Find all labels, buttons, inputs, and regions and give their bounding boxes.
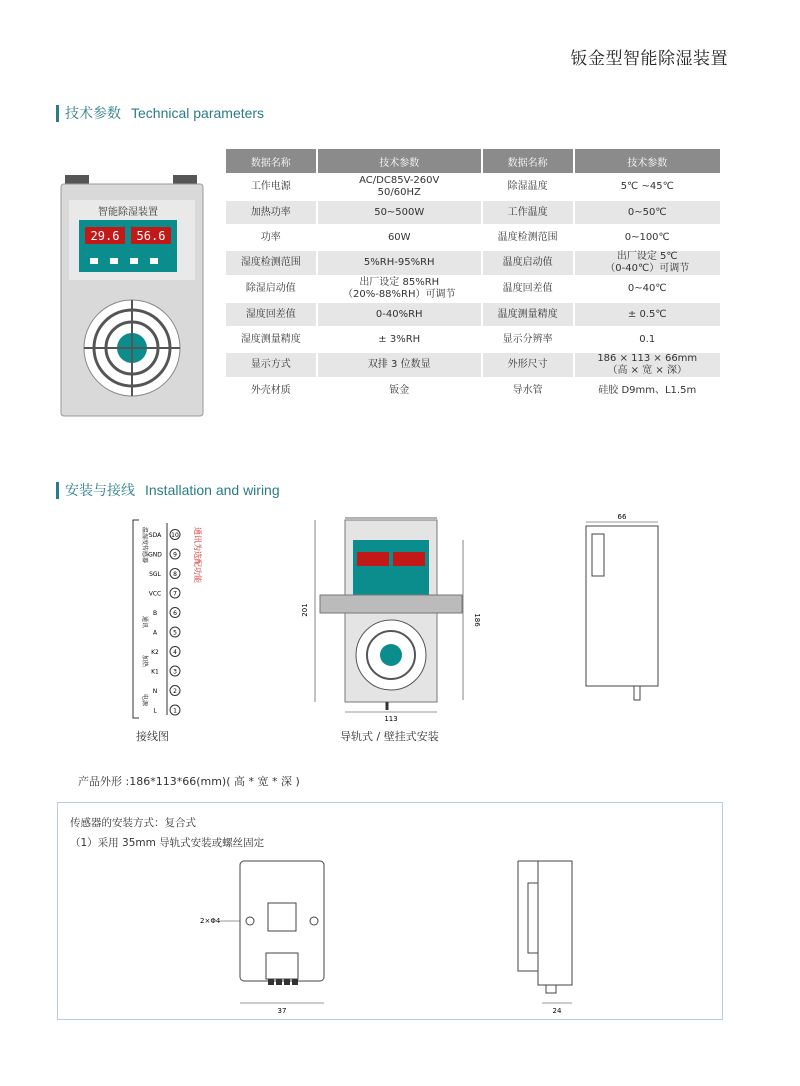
mount-diagram [295, 510, 485, 725]
pin-label: SGL [149, 571, 161, 578]
table-cell: 功率 [226, 226, 316, 249]
section-title-zh: 技术参数 [65, 106, 121, 122]
pin-label: A [152, 629, 158, 637]
device-photo [55, 170, 215, 420]
table-cell: AC/DC85V-260V 50/60HZ [318, 175, 481, 199]
table-cell: 温度测量精度 [483, 303, 573, 326]
table-cell: 硅胶 D9mm、L1.5m [575, 379, 721, 402]
table-cell: 显示方式 [226, 353, 316, 377]
table-cell: 温度回差值 [483, 277, 573, 301]
table-cell: 186 × 113 × 66mm （高 × 宽 × 深） [575, 353, 721, 377]
pin-label: B [152, 610, 158, 617]
table-cell: 0~100℃ [575, 226, 721, 249]
pin-label: K1 [151, 668, 159, 676]
display-humidity: 29.6 [90, 229, 120, 243]
table-cell: 加热功率 [226, 201, 316, 224]
header-cell: 技术参数 [318, 149, 481, 173]
side-view [580, 510, 670, 710]
section-title-zh: 安装与接线 [65, 483, 135, 499]
table-cell: 工作电源 [226, 175, 316, 199]
table-cell: 温度检测范围 [483, 226, 573, 249]
table-cell: 湿度测量精度 [226, 328, 316, 351]
display-temperature: 56.6 [136, 229, 166, 243]
table-cell: 显示分辨率 [483, 328, 573, 351]
pin-label: SDA [148, 532, 162, 539]
terminal-number: 7 [173, 590, 177, 598]
terminal-number: 4 [173, 649, 177, 656]
device-label: 智能除湿装置 [98, 207, 158, 218]
pin-label: VCC [148, 590, 162, 598]
section-marker [56, 482, 59, 499]
table-cell: 5℃ ~45℃ [575, 175, 721, 199]
terminal-number: 8 [173, 571, 177, 578]
sensor-dim-depth: 24 [552, 1007, 562, 1013]
table-cell: 0-40%RH [318, 303, 481, 326]
dim-depth: 66 [617, 513, 627, 521]
wiring-diagram [125, 515, 225, 725]
group-label: 加热 [141, 654, 148, 668]
table-cell: 导水管 [483, 379, 573, 402]
terminal-number: 9 [173, 551, 177, 559]
pin-label: GND [148, 551, 162, 559]
section-title-en: Technical parameters [131, 105, 265, 121]
table-cell: 5%RH-95%RH [318, 251, 481, 275]
table-cell: 0.1 [575, 328, 721, 351]
table-row [226, 328, 720, 351]
table-cell: 出厂设定 85%RH （20%-88%RH）可调节 [318, 277, 481, 301]
terminal-number: 10 [171, 532, 179, 539]
table-row [226, 277, 720, 301]
sensor-front-view [188, 853, 358, 1013]
pin-label: N [152, 688, 158, 695]
table-row [226, 201, 720, 224]
table-cell: 双排 3 位数显 [318, 353, 481, 377]
section-title-en: Installation and wiring [145, 482, 280, 498]
dim-height-inner: 186 [473, 613, 481, 627]
sensor-side-view [506, 853, 596, 1013]
table-row [226, 379, 720, 402]
sensor-dim-width: 37 [277, 1007, 287, 1013]
table-row [226, 353, 720, 377]
pin-label: L [153, 707, 157, 715]
parameters-table [224, 147, 722, 404]
header-cell: 数据名称 [483, 149, 573, 173]
table-row [226, 226, 720, 249]
table-cell: 除湿启动值 [226, 277, 316, 301]
sensor-line-1: 传感器的安装方式：复合式 [70, 817, 196, 829]
product-size: 产品外形 :186*113*66(mm)( 高 * 宽 * 深 ) [78, 775, 300, 788]
terminal-number: 2 [173, 688, 177, 695]
table-cell: ± 3%RH [318, 328, 481, 351]
terminal-number: 1 [173, 707, 177, 715]
optional-comm-note: 通讯为选配功能 [193, 527, 202, 583]
page-title: 钣金型智能除湿装置 [570, 49, 728, 69]
table-cell: 60W [318, 226, 481, 249]
terminal-number: 3 [173, 668, 177, 676]
header-cell: 数据名称 [226, 149, 316, 173]
table-cell: 外形尺寸 [483, 353, 573, 377]
dim-height-outer: 201 [301, 603, 309, 617]
group-label: 温湿度传感器 [141, 526, 148, 564]
section-title-technical [56, 103, 264, 123]
table-cell: ± 0.5℃ [575, 303, 721, 326]
pin-label: K2 [151, 649, 159, 656]
table-cell: 50~500W [318, 201, 481, 224]
table-cell: 外壳材质 [226, 379, 316, 402]
wiring-caption: 接线图 [136, 730, 169, 743]
table-row [226, 175, 720, 199]
terminal-number: 5 [173, 629, 177, 637]
terminal-number: 6 [173, 610, 177, 617]
mount-caption: 导轨式 / 壁挂式安装 [340, 730, 439, 743]
sensor-installation-box [57, 802, 723, 1020]
table-cell: 湿度回差值 [226, 303, 316, 326]
sensor-line-2: （1）采用 35mm 导轨式安装或螺丝固定 [70, 837, 265, 849]
header-cell: 技术参数 [575, 149, 721, 173]
table-cell: 湿度检测范围 [226, 251, 316, 275]
table-row [226, 303, 720, 326]
section-marker [56, 105, 59, 122]
group-label: 电源 [141, 693, 148, 707]
dim-width: 113 [384, 715, 398, 723]
table-cell: 温度启动值 [483, 251, 573, 275]
table-cell: 0~40℃ [575, 277, 721, 301]
group-label: 通讯 [141, 615, 148, 629]
table-row [226, 251, 720, 275]
table-cell: 工作温度 [483, 201, 573, 224]
table-cell: 出厂设定 5℃ （0-40℃）可调节 [575, 251, 721, 275]
table-cell: 除湿温度 [483, 175, 573, 199]
hole-label: 2×Φ4 [200, 917, 221, 925]
section-title-installation [56, 480, 280, 500]
table-cell: 0~50℃ [575, 201, 721, 224]
table-header-row [226, 149, 720, 173]
table-cell: 钣金 [318, 379, 481, 402]
